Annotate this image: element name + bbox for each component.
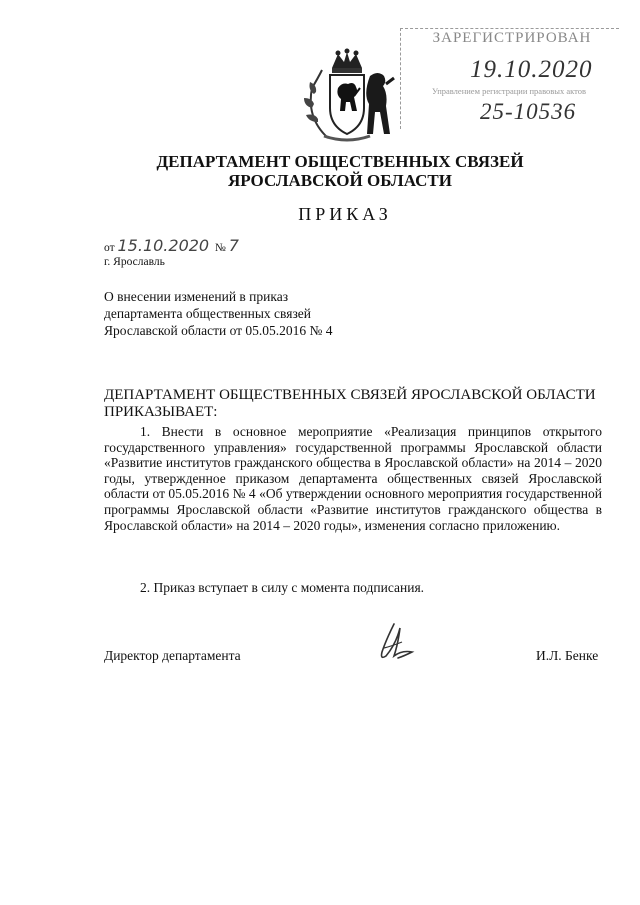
order-heading: ДЕПАРТАМЕНТ ОБЩЕСТВЕННЫХ СВЯЗЕЙ ЯРОСЛАВСКОЙ ОБЛАСТИ ПРИКАЗЫВАЕТ:	[104, 387, 596, 420]
stamp-date: 19.10.2020	[470, 56, 593, 83]
date-value: 15.10.2020	[117, 236, 210, 255]
date-prefix: от	[104, 242, 115, 254]
document-type: ПРИКАЗ	[298, 204, 392, 224]
date-line	[104, 236, 239, 255]
order-item-2: 2. Приказ вступает в силу с момента подписания.	[140, 580, 425, 595]
stamp-subtitle: Управлением регистрации правовых актов	[431, 86, 587, 96]
stamp-number: 25-10536	[480, 99, 577, 124]
handwritten-signature-icon	[372, 622, 420, 664]
number-value: 7	[228, 236, 239, 255]
department-line-2: ЯРОСЛАВСКОЙ ОБЛАСТИ	[228, 171, 452, 190]
signatory-name: И.Л. Бенке	[536, 648, 599, 663]
department-name	[100, 152, 580, 190]
city: г. Ярославль	[104, 256, 165, 268]
stamp-title: ЗАРЕГИСТРИРОВАН	[432, 30, 592, 46]
order-item-1: 1. Внести в основное мероприятие «Реализация принципов открытого государственного управления» государственной программы Ярославской области «Развитие институтов гражданского общества в Ярославской области» на 2014 – 2020 годы, утвержденное приказом департамента общественных связей Ярославской области от 05.05.2016 № 4 «Об утверждении основного мероприятия государственной программы Ярославской области «Развитие институтов гражданского общества в Ярославской области» на 2014 – 2020 годы», изменения согласно приложению.	[104, 424, 602, 533]
number-prefix: №	[214, 242, 226, 254]
department-line-1: ДЕПАРТАМЕНТ ОБЩЕСТВЕННЫХ СВЯЗЕЙ	[156, 152, 524, 171]
signatory-position: Директор департамента	[104, 648, 241, 663]
yaroslavl-coat-of-arms-icon	[298, 48, 396, 144]
document-subject: О внесении изменений в приказ департамента общественных связей Ярославской области от 05.05.2016 № 4	[104, 289, 333, 338]
